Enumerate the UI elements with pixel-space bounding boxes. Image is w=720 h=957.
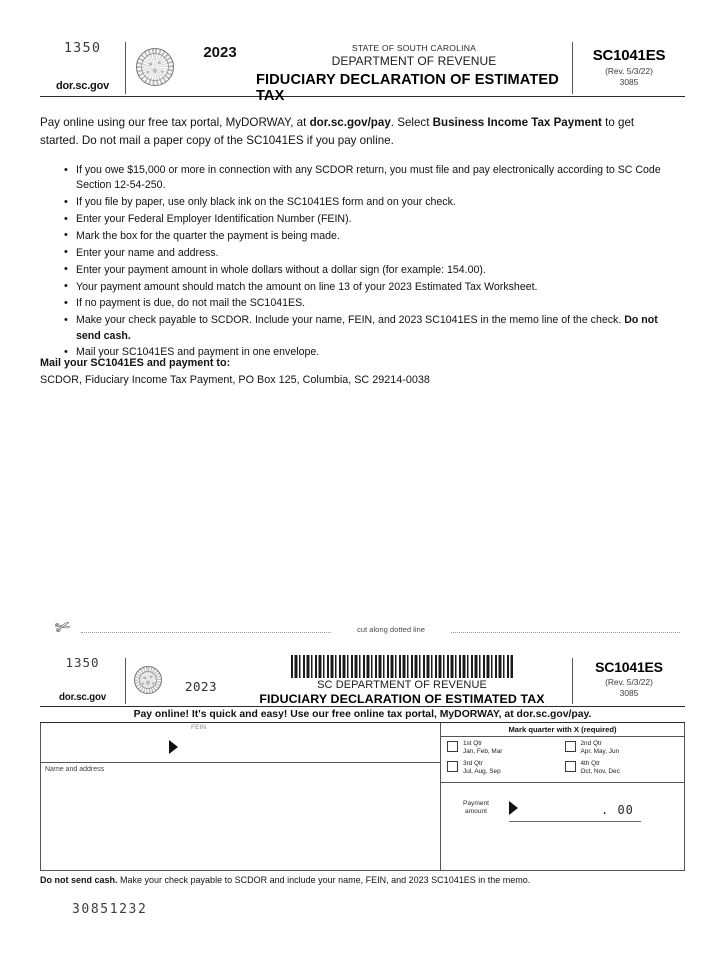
payment-voucher	[40, 654, 685, 885]
agency-website: dor.sc.gov	[55, 80, 110, 92]
header-agency-block	[40, 38, 125, 96]
fein-field-cell[interactable]	[41, 723, 440, 763]
cut-line-left	[81, 632, 331, 633]
tax-year: 2023	[203, 44, 237, 61]
ocr-scanline-number: 30851232	[72, 902, 148, 917]
barcode-icon	[291, 655, 513, 678]
quarter-label-4	[581, 760, 620, 776]
voucher-footer-bold: Do not send cash.	[40, 875, 118, 885]
south-carolina-state-seal-icon	[136, 48, 174, 86]
pay-online-banner: Pay online! It's quick and easy! Use our free online tax portal, MyDORWAY, at dor.sc.gov/pay.	[40, 707, 685, 723]
voucher-taxpayer-section	[41, 723, 441, 870]
name-address-label: Name and address	[45, 766, 105, 773]
list-item-text: If you owe $15,000 or more in connection with any SCDOR return, you must file and pay electronically according to SC Code Section 12-54-250.	[76, 164, 661, 192]
fein-entry-arrow-icon	[169, 740, 178, 754]
south-carolina-state-seal-icon	[134, 666, 162, 694]
list-item	[62, 212, 667, 227]
list-item-text: If you file by paper, use only black ink on the SC1041ES form and on your check.	[76, 196, 456, 209]
quarter-label-3	[463, 760, 501, 776]
voucher-title-block	[232, 654, 572, 706]
quarter-name-1: 1st Qtr	[463, 740, 483, 747]
intro-text-2: . Select	[390, 116, 433, 129]
list-item-text: Your payment amount should match the amount on line 13 of your 2023 Estimated Tax Worksheet.	[76, 280, 538, 293]
list-item-bold-tail: Do not send cash.	[76, 314, 658, 342]
checkbox-2nd-qtr[interactable]	[565, 741, 576, 752]
payment-label-line2: amount	[465, 808, 487, 816]
checkbox-3rd-qtr[interactable]	[447, 761, 458, 772]
name-address-field-cell[interactable]	[41, 763, 440, 870]
list-item	[62, 263, 667, 278]
list-item	[62, 163, 667, 194]
list-item	[62, 280, 667, 295]
voucher-department-name: SC DEPARTMENT OF REVENUE	[317, 679, 487, 691]
state-name: STATE OF SOUTH CAROLINA	[351, 43, 477, 53]
mailing-address-value: SCDOR, Fiduciary Income Tax Payment, PO Box 125, Columbia, SC 29214-0038	[40, 373, 430, 386]
quarter-label-2	[581, 740, 620, 756]
payment-amount-cents: . 00	[601, 803, 634, 817]
quarter-name-3: 3rd Qtr	[463, 760, 483, 767]
intro-text-1: Pay online using our free tax portal, MyDORWAY, at	[40, 116, 310, 129]
quarter-label-1	[463, 740, 502, 756]
cut-line-label: cut along dotted line	[357, 625, 425, 634]
voucher-header	[40, 654, 685, 707]
quarter-months-1: Jan, Feb, Mar	[463, 747, 503, 755]
intro-paragraph	[40, 114, 660, 149]
payment-amount-cell[interactable]	[441, 783, 684, 870]
quarter-months-2: Apr, May, Jun	[580, 747, 620, 755]
voucher-state-seal-container	[126, 654, 170, 706]
cut-line-right	[451, 632, 680, 633]
quarter-option-4[interactable]	[565, 760, 683, 780]
list-item	[62, 246, 667, 261]
quarter-option-3[interactable]	[447, 760, 565, 780]
quarter-months-4: Oct, Nov, Dec	[580, 767, 620, 775]
voucher-body	[40, 723, 685, 871]
checkbox-1st-qtr[interactable]	[447, 741, 458, 752]
list-item	[62, 229, 667, 244]
header-title-block	[256, 38, 572, 104]
list-item-text: If no payment is due, do not mail the SC1041ES.	[76, 297, 306, 310]
header-form-code-block	[573, 38, 685, 96]
quarter-name-4: 4th Qtr	[580, 760, 601, 767]
list-item-text: Mail your SC1041ES and payment in one envelope.	[76, 346, 320, 359]
list-item	[62, 296, 667, 311]
form-revision: (Rev. 5/3/22)	[605, 66, 653, 76]
payment-amount-label	[456, 800, 496, 816]
list-item-text: Make your check payable to SCDOR. Include your name, FEIN, and 2023 SC1041ES in the memo line of the check.	[76, 314, 625, 327]
voucher-form-number-1350: 1350	[65, 655, 100, 670]
department-name: DEPARTMENT OF REVENUE	[331, 54, 497, 68]
form-revision-code: 3085	[619, 77, 639, 87]
voucher-agency-website: dor.sc.gov	[59, 692, 106, 703]
mailing-address-block	[40, 355, 640, 388]
voucher-form-code-block	[573, 654, 685, 706]
mailing-address-title: Mail your SC1041ES and payment to:	[40, 357, 231, 369]
voucher-quarter-payment-section	[441, 723, 684, 870]
quarter-option-2[interactable]	[565, 740, 683, 760]
quarter-section-title: Mark quarter with X (required)	[441, 723, 684, 737]
list-item-text: Enter your Federal Employer Identification Number (FEIN).	[76, 213, 352, 226]
voucher-form-title: FIDUCIARY DECLARATION OF ESTIMATED TAX	[259, 692, 545, 706]
fein-label: FEIN	[191, 724, 207, 731]
payment-entry-arrow-icon	[509, 801, 518, 815]
scissors-icon: ✄	[52, 615, 73, 639]
list-item	[62, 195, 667, 210]
list-item	[62, 313, 667, 344]
voucher-form-code: SC1041ES	[595, 659, 663, 675]
quarter-checkbox-grid	[441, 737, 684, 783]
form-code: SC1041ES	[592, 47, 666, 64]
checkbox-4th-qtr[interactable]	[565, 761, 576, 772]
voucher-form-revision: (Rev. 5/3/22)	[605, 677, 653, 687]
intro-text-3: to get started. Do not mail a paper copy of the SC1041ES if you pay online.	[40, 116, 635, 147]
voucher-footer-note	[40, 875, 685, 885]
voucher-footer-text: Make your check payable to SCDOR and include your name, FEIN, and 2023 SC1041ES in the memo.	[117, 875, 531, 885]
list-item-text: Enter your payment amount in whole dollars without a dollar sign (for example: 154.00).	[76, 263, 486, 276]
state-seal-container	[126, 38, 184, 96]
quarter-months-3: Jul, Aug, Sep	[463, 767, 501, 775]
instructions-list	[62, 163, 667, 362]
voucher-agency-block	[40, 654, 125, 706]
form-header	[40, 38, 685, 104]
intro-bold-business-income-tax-payment: Business Income Tax Payment	[432, 116, 602, 129]
list-item-text: Mark the box for the quarter the payment is being made.	[76, 229, 340, 242]
quarter-name-2: 2nd Qtr	[580, 740, 602, 747]
payment-label-line1: Payment	[462, 800, 490, 807]
voucher-form-revision-code: 3085	[619, 688, 639, 698]
payment-amount-rule	[509, 821, 641, 822]
intro-link-dorsc-pay[interactable]: dor.sc.gov/pay	[309, 116, 391, 129]
cut-line-row	[52, 615, 680, 644]
list-item-text: Enter your name and address.	[76, 246, 219, 259]
voucher-tax-year: 2023	[184, 679, 218, 694]
form-title: FIDUCIARY DECLARATION OF ESTIMATED TAX	[256, 72, 559, 104]
quarter-option-1[interactable]	[447, 740, 565, 760]
form-number-1350: 1350	[63, 40, 102, 56]
